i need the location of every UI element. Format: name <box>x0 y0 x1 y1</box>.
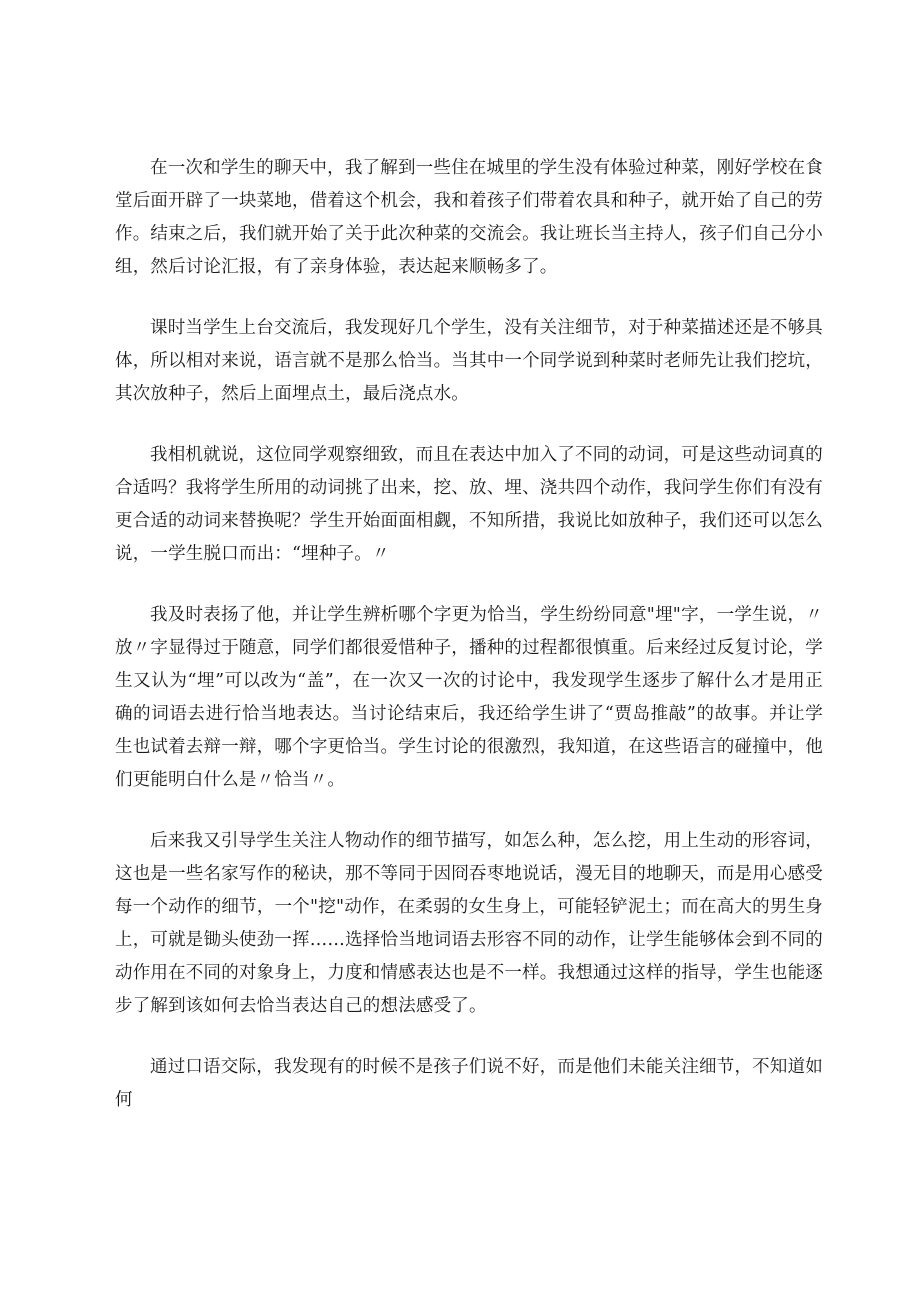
paragraph-1: 在一次和学生的聊天中，我了解到一些住在城里的学生没有体验过种菜，刚好学校在食堂后面开辟了一块菜地，借着这个机会，我和着孩子们带着农具和种子，就开始了自己的劳作。结束之后，我们就开始了关于此次种菜的交流会。我让班长当主持人，孩子们自己分小组，然后讨论汇报，有了亲身体验，表达起来顺畅多了。 <box>115 158 823 277</box>
paragraph-5: 后来我又引导学生关注人物动作的细节描写，如怎么种，怎么挖，用上生动的形容词，这也是一些名家写作的秘诀，那不等同于因冏吞枣地说话，漫无目的地聊天，而是用心感受每一个动作的细节，一个"挖"动作，在柔弱的女生身上，可能轻铲泥土；而在高大的男生身上，可就是锄头使劲一挥……选择恰当地词语去形容不同的动作，让学生能够体会到不同的动作用在不同的对象身上，力度和情感表达也是不一样。我想通过这样的指导，学生也能逐步了解到该如何去恰当表达自己的想法感受了。 <box>115 831 823 1016</box>
paragraph-3: 我相机就说，这位同学观察细致，而且在表达中加入了不同的动词，可是这些动词真的合适吗？我将学生所用的动词挑了出来，挖、放、埋、浇共四个动作，我问学生你们有没有更合适的动词来替换呢？学生开始面面相觑，不知所措，我说比如放种子，我们还可以怎么说，一学生脱口而出：“埋种子。〃 <box>115 445 823 564</box>
paragraph-2: 课时当学生上台交流后，我发现好几个学生，没有关注细节，对于种菜描述还是不够具体，所以相对来说，语言就不是那么恰当。当其中一个同学说到种菜时老师先让我们挖坑，其次放种子，然后上面埋点土，最后浇点水。 <box>115 318 823 404</box>
document-body <box>115 152 823 1145</box>
paragraph-4: 我及时表扬了他，并让学生辨析哪个字更为恰当，学生纷纷同意"埋"字，一学生说，〃放〃字显得过于随意，同学们都很爱惜种子，播种的过程都很慎重。后来经过反复讨论，学生又认为“埋”可以改为“盖”，在一次又一次的讨论中，我发现学生逐步了解什么才是用正确的词语去进行恰当地表达。当讨论结束后，我还给学生讲了“贾岛推敲”的故事。并让学生也试着去辩一辩，哪个字更恰当。学生讨论的很激烈，我知道，在这些语言的碰撞中，他们更能明白什么是〃恰当〃。 <box>115 605 823 790</box>
paragraph-6: 通过口语交际，我发现有的时候不是孩子们说不好，而是他们未能关注细节，不知道如何 <box>115 1057 823 1110</box>
